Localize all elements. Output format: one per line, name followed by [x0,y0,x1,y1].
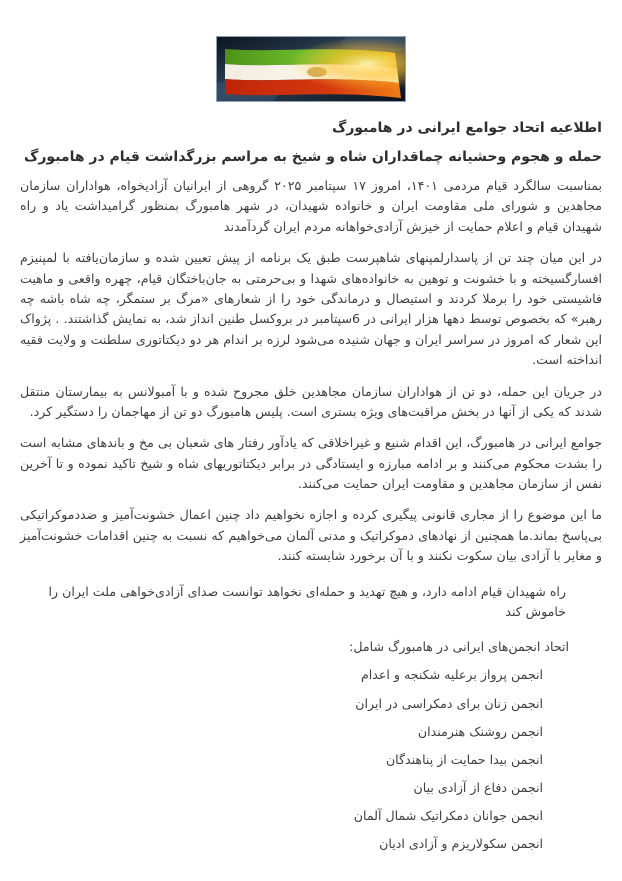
association-item-democratic-youth: انجمن جوانان دمکراتیک شمال آلمان [353,808,543,824]
association-item-bida-refugees: انجمن بیدا حمایت از پناهندگان [385,751,543,767]
document-page [0,36,622,881]
statement-title: اطلاعیه اتحاد جوامع ایرانی در هامبورگ [332,120,602,136]
statement-subtitle: حمله و هجوم وحشیانه چماقداران شاه و شیخ به مراسم بزرگداشت قیام در هامبورگ [24,149,602,165]
association-item-women-democracy: انجمن زنان برای دمکراسی در ایران [355,695,543,711]
iran-flag-graphic [217,37,405,101]
union-list-heading: اتحاد انجمن‌های ایرانی در هامبورگ شامل: [349,639,569,655]
association-item-free-speech: انجمن دفاع از آزادی بیان [413,779,543,795]
paragraph-intro: بمناسبت سالگرد قیام مردمی ۱۴۰۱، امروز ۱۷ سپتامبر ۲۰۲۵ گروهی از ایرانیان آزادیخواه، هواداران سازمان مجاهدین و شورای ملی مقاومت ایران و خانواده شهیدان، در شهر هامبورگ بمنظور گرامیداشت یاد و راه شهیدان قیام و اعلام حمایت از خیزش آزادی‌خواهانه مردم ایران گردآمدند [20,178,602,234]
association-item-secularism: انجمن سکولاریزم و آزادی ادیان [379,836,543,852]
paragraph-condemnation: جوامع ایرانی در هامبورگ، این اقدام شنیع و غیراخلاقی که یادآور رفتار های شعبان بی مخ و باندهای مشابه است را بشدت محکوم می‌کنند و بر ادامه مبارزه و ایستادگی در برابر دیکتاتوریهای شاه و شیخ تاکید نموده و تا آخرین نفس از سازمان مجاهدین و مقاومت ایران حمایت می‌کنند. [20,435,602,492]
paragraph-attack-description: در این میان چند تن از پاسدارلمپنهای شاهپرست طبق یک برنامه از پیش تعیین شده و سازمان‌یافته با لمپنیزم افسارگسیخته و با خشونت و توهین به خانواده‌های شهدا و بی‌حرمتی به جان‌باختگان قیام، چهره واقعی و ماهیت فاشیستی خود را برملا کردند و استیصال و درماندگی خود را از شعارهای «مرگ بر ستمگر، چه شاه باشه چه رهبر» که بخصوص توسط دهها هزار ایرانی در 6سپتامبر در بروکسل طنین انداز شد، به نمایش گذاشتند. . پژواک این شعار که امروز در سراسر ایران و جهان شنیده می‌شود لرزه بر اندام هر دو دیکتاتوری سلطنت و ولایت فقیه انداخته است. [20,250,602,368]
associations-list [20,666,602,852]
iran-flag-image [216,36,406,102]
paragraph-legal-action: ما این موضوع را از مجاری قانونی پیگیری کرده و اجازه نخواهیم داد چنین اعمال خشونت‌آمیز و ضددموکراتیکی بی‌پاسخ بماند.ما همچنین از نهادهای دموکراتیک و مدنی آلمان می‌خواهیم که نسبت به چنین اقدامات خشونت‌آمیز و مغایر با آزادی بیان سکوت نکنند و با آن برخورد شایسته کنند. [20,507,602,564]
paragraph-injuries: در جریان این حمله، دو تن از هواداران سازمان مجاهدین خلق مجروح شده و با آمبولانس به بیمارستان منتقل شدند که یکی از آنها در بخش مراقبت‌های ویژه بستری است. پلیس هامبورگ دو تن از مهاجمان را دستگیر کرد. [20,383,602,419]
sun-glare [217,37,405,101]
association-item-parvaz: انجمن پرواز برعلیه شکنجه و اعدام [360,667,543,683]
association-item-roshanak-artists: انجمن روشنک هنرمندان [417,723,543,739]
closing-line: راه شهیدان قیام ادامه دارد، و هیچ تهدید و حمله‌ای نخواهد توانست صدای آزادی‌خواهی ملت ایران را خاموش کند [48,583,566,620]
